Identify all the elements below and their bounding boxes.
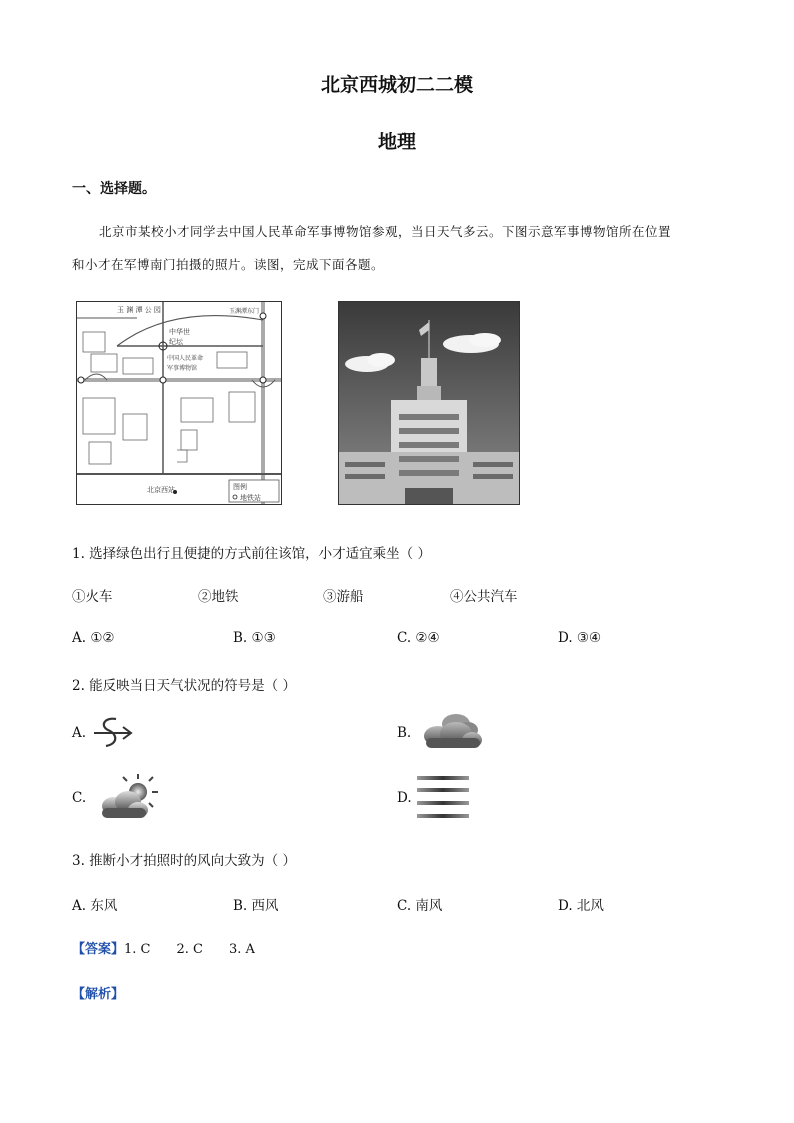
- answer-line: [72, 938, 255, 957]
- museum-photo-drawing: [339, 302, 519, 504]
- question-3-option-b[interactable]: B. 西风: [233, 898, 279, 914]
- museum-location-map: [76, 301, 282, 505]
- intro-line-2: 和小才在军博南门拍摄的照片。读图，完成下面各题。: [72, 257, 385, 272]
- question-1-option-a[interactable]: A. ①②: [72, 630, 115, 646]
- answer-tag: 【答案】: [72, 942, 125, 957]
- question-1-option-d[interactable]: D. ③④: [558, 630, 602, 646]
- question-1-item-1: ①火车: [72, 589, 113, 605]
- question-1-item-3: ③游船: [323, 589, 364, 605]
- partly-cloudy-icon: [98, 770, 164, 826]
- question-3-stem: 3. 推断小才拍照时的风向大致为（ ）: [72, 853, 296, 869]
- map-label-museum-2: 军事博物馆: [167, 365, 198, 372]
- question-1-stem: 1. 选择绿色出行且便捷的方式前往该馆，小才适宜乘坐（ ）: [72, 546, 431, 562]
- answer-item-3: 3. A: [228, 942, 255, 957]
- intro-line-1: 北京市某校小才同学去中国人民革命军事博物馆参观，当日天气多云。下图示意军事博物馆所在位置: [99, 224, 672, 239]
- question-2-stem: 2. 能反映当日天气状况的符号是（ ）: [72, 678, 296, 694]
- question-3-option-c[interactable]: C. 南风: [397, 898, 443, 914]
- section-heading: 一、选择题。: [72, 181, 156, 197]
- analysis-line: [72, 983, 124, 1002]
- question-2-option-c[interactable]: C.: [72, 790, 87, 806]
- question-2-option-a[interactable]: A.: [72, 725, 87, 741]
- answer-item-2: 2. C: [176, 942, 203, 957]
- question-1-item-2: ②地铁: [198, 589, 239, 605]
- question-2-option-b[interactable]: B.: [397, 725, 412, 741]
- map-label-millennium-1: 中华世: [169, 328, 190, 336]
- sandstorm-icon: [92, 714, 138, 756]
- map-label-millennium-2: 纪坛: [169, 338, 183, 346]
- cloudy-icon: [416, 710, 484, 756]
- map-label-park: 玉 渊 潭 公 园: [117, 306, 161, 314]
- map-legend-item: 地铁站: [240, 494, 261, 502]
- question-1-option-c[interactable]: C. ②④: [397, 630, 440, 646]
- map-drawing: [77, 302, 281, 504]
- page-title: 北京西城初二二模: [320, 74, 473, 96]
- answer-item-1: 1. C: [124, 942, 151, 957]
- map-legend-title: 图例: [233, 483, 247, 491]
- question-2-option-d[interactable]: D.: [397, 790, 412, 806]
- subject-title: 地理: [377, 131, 416, 153]
- question-1-item-4: ④公共汽车: [450, 589, 518, 605]
- question-1-option-b[interactable]: B. ①③: [233, 630, 276, 646]
- map-label-east-gate: 玉渊潭东门: [229, 308, 260, 315]
- map-label-museum-1: 中国人民革命: [167, 355, 204, 362]
- question-3-option-a[interactable]: A. 东风: [72, 898, 118, 914]
- museum-photo: [338, 301, 520, 505]
- fog-icon: [415, 774, 471, 824]
- map-label-station: 北京西站: [147, 486, 175, 494]
- analysis-tag: 【解析】: [72, 987, 125, 1002]
- question-3-option-d[interactable]: D. 北风: [558, 898, 604, 914]
